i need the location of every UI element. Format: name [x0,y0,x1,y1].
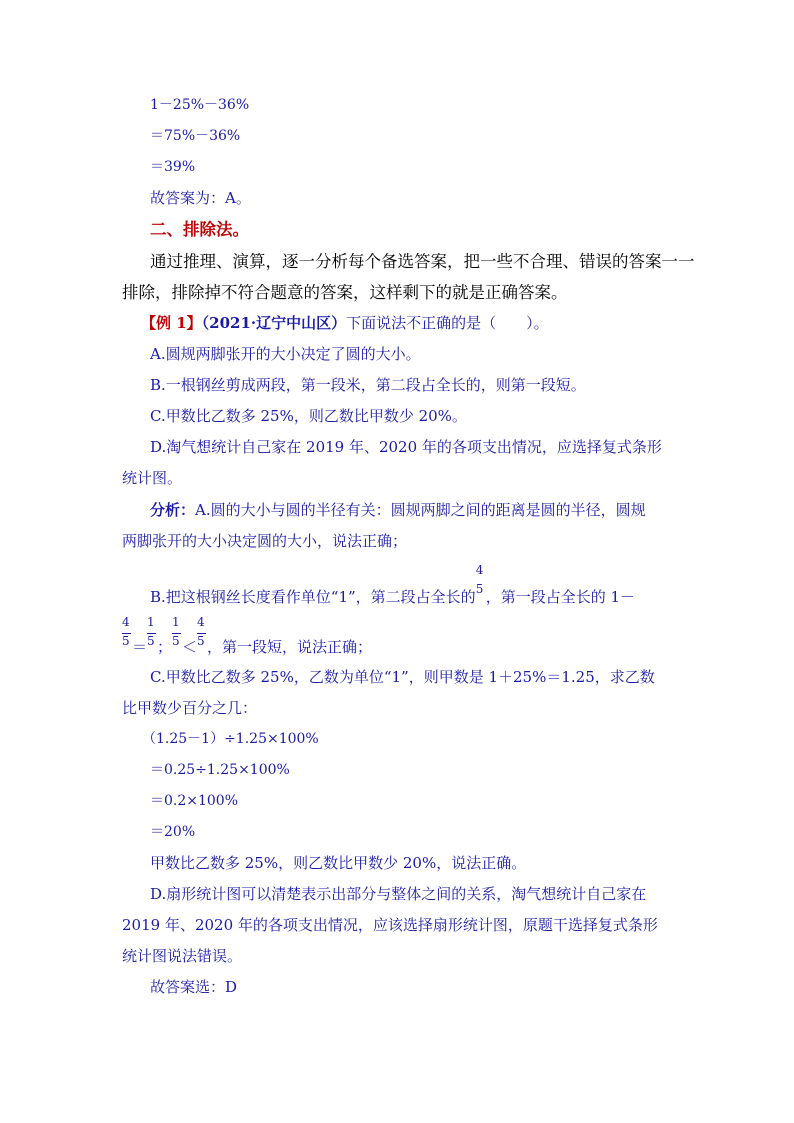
calc-line-1: 1－25%－36% [150,97,250,113]
analysis-b-post: ，第一段占全长的 1－ [485,588,635,606]
analysis-b-pre: B.把这根钢丝长度看作单位“1”，第二段占全长的 [150,588,476,606]
semicolon: ； [157,638,173,656]
section-paragraph-1: 通过推理、演算，逐一分析每个备选答案，把一些不合理、错误的答案一一 [150,252,695,271]
answer-line: 故答案为：A。 [150,189,251,207]
less-than-sign: ＜ [182,638,198,656]
analysis-label: 分析： [150,501,196,519]
analysis-a-text: A.圆的大小与圆的半径有关：圆规两脚之间的距离是圆的半径，圆规 [195,501,646,519]
analysis-c-line-2: 比甲数少百分之几： [122,699,258,717]
calc-line-2: ＝75%－36% [150,128,241,144]
analysis-b-line-2 [122,615,373,656]
option-c: C.甲数比乙数多 25%，则乙数比甲数少 20%。 [150,407,467,425]
example-header [141,316,549,331]
analysis-a-line-2: 两脚张开的大小决定圆的大小，说法正确； [122,532,408,550]
equals-sign: ＝ [132,638,148,656]
section-paragraph-2: 排除，排除掉不符合题意的答案，这样剩下的就是正确答案。 [122,283,568,302]
option-d-line-2: 统计图。 [122,469,183,487]
analysis-c-calc-2: ＝0.25÷1.25×100% [150,762,290,778]
fraction-one-fifth-2: $\frac{1}{5}$ [172,615,180,648]
fraction-one-fifth: $\frac{1}{5}$ [147,615,155,648]
option-b: B.一根钢丝剪成两段，第一段米，第二段占全长的，则第一段短。 [150,376,586,394]
analysis-d-line-2: 2019 年、2020 年的各项支出情况，应该选择扇形统计图，原题干选择复式条形 [122,916,658,934]
example-tag: 【例 1】 [141,314,202,332]
analysis-b-line-2-post: ，第一段短，说法正确； [207,638,373,656]
analysis-d-line-3: 统计图说法错误。 [122,947,243,965]
analysis-c-line-1: C.甲数比乙数多 25%，乙数为单位“1”，则甲数是 1＋25%＝1.25，求乙数 [150,668,655,686]
analysis-b-line-1 [150,563,635,606]
analysis-c-calc-1: （1.25－1）÷1.25×100% [142,731,319,747]
example-source: （2021·辽宁中山区） [201,314,347,332]
analysis-d-line-1: D.扇形统计图可以清楚表示出部分与整体之间的关系，淘气想统计自己家在 [150,885,647,903]
fraction-four-fifths: 4 5 [475,563,484,596]
analysis-c-conclusion: 甲数比乙数多 25%，则乙数比甲数少 20%，说法正确。 [150,854,527,872]
final-answer: 故答案选：D [150,978,238,996]
option-a: A.圆规两脚张开的大小决定了圆的大小。 [150,345,421,363]
analysis-a-line-1 [150,503,646,518]
analysis-c-calc-3: ＝0.2×100% [150,793,239,809]
option-d-line-1: D.淘气想统计自己家在 2019 年、2020 年的各项支出情况，应选择复式条形 [150,438,662,456]
fraction-four-fifths-2: $\frac{4}{5}$ [122,615,130,648]
calc-line-3: ＝39% [150,159,196,175]
section-heading: 二、排除法。 [150,220,249,239]
analysis-c-calc-4: ＝20% [150,824,196,840]
example-question: 下面说法不正确的是（ ）。 [346,314,549,332]
fraction-four-fifths-3: $\frac{4}{5}$ [197,615,205,648]
